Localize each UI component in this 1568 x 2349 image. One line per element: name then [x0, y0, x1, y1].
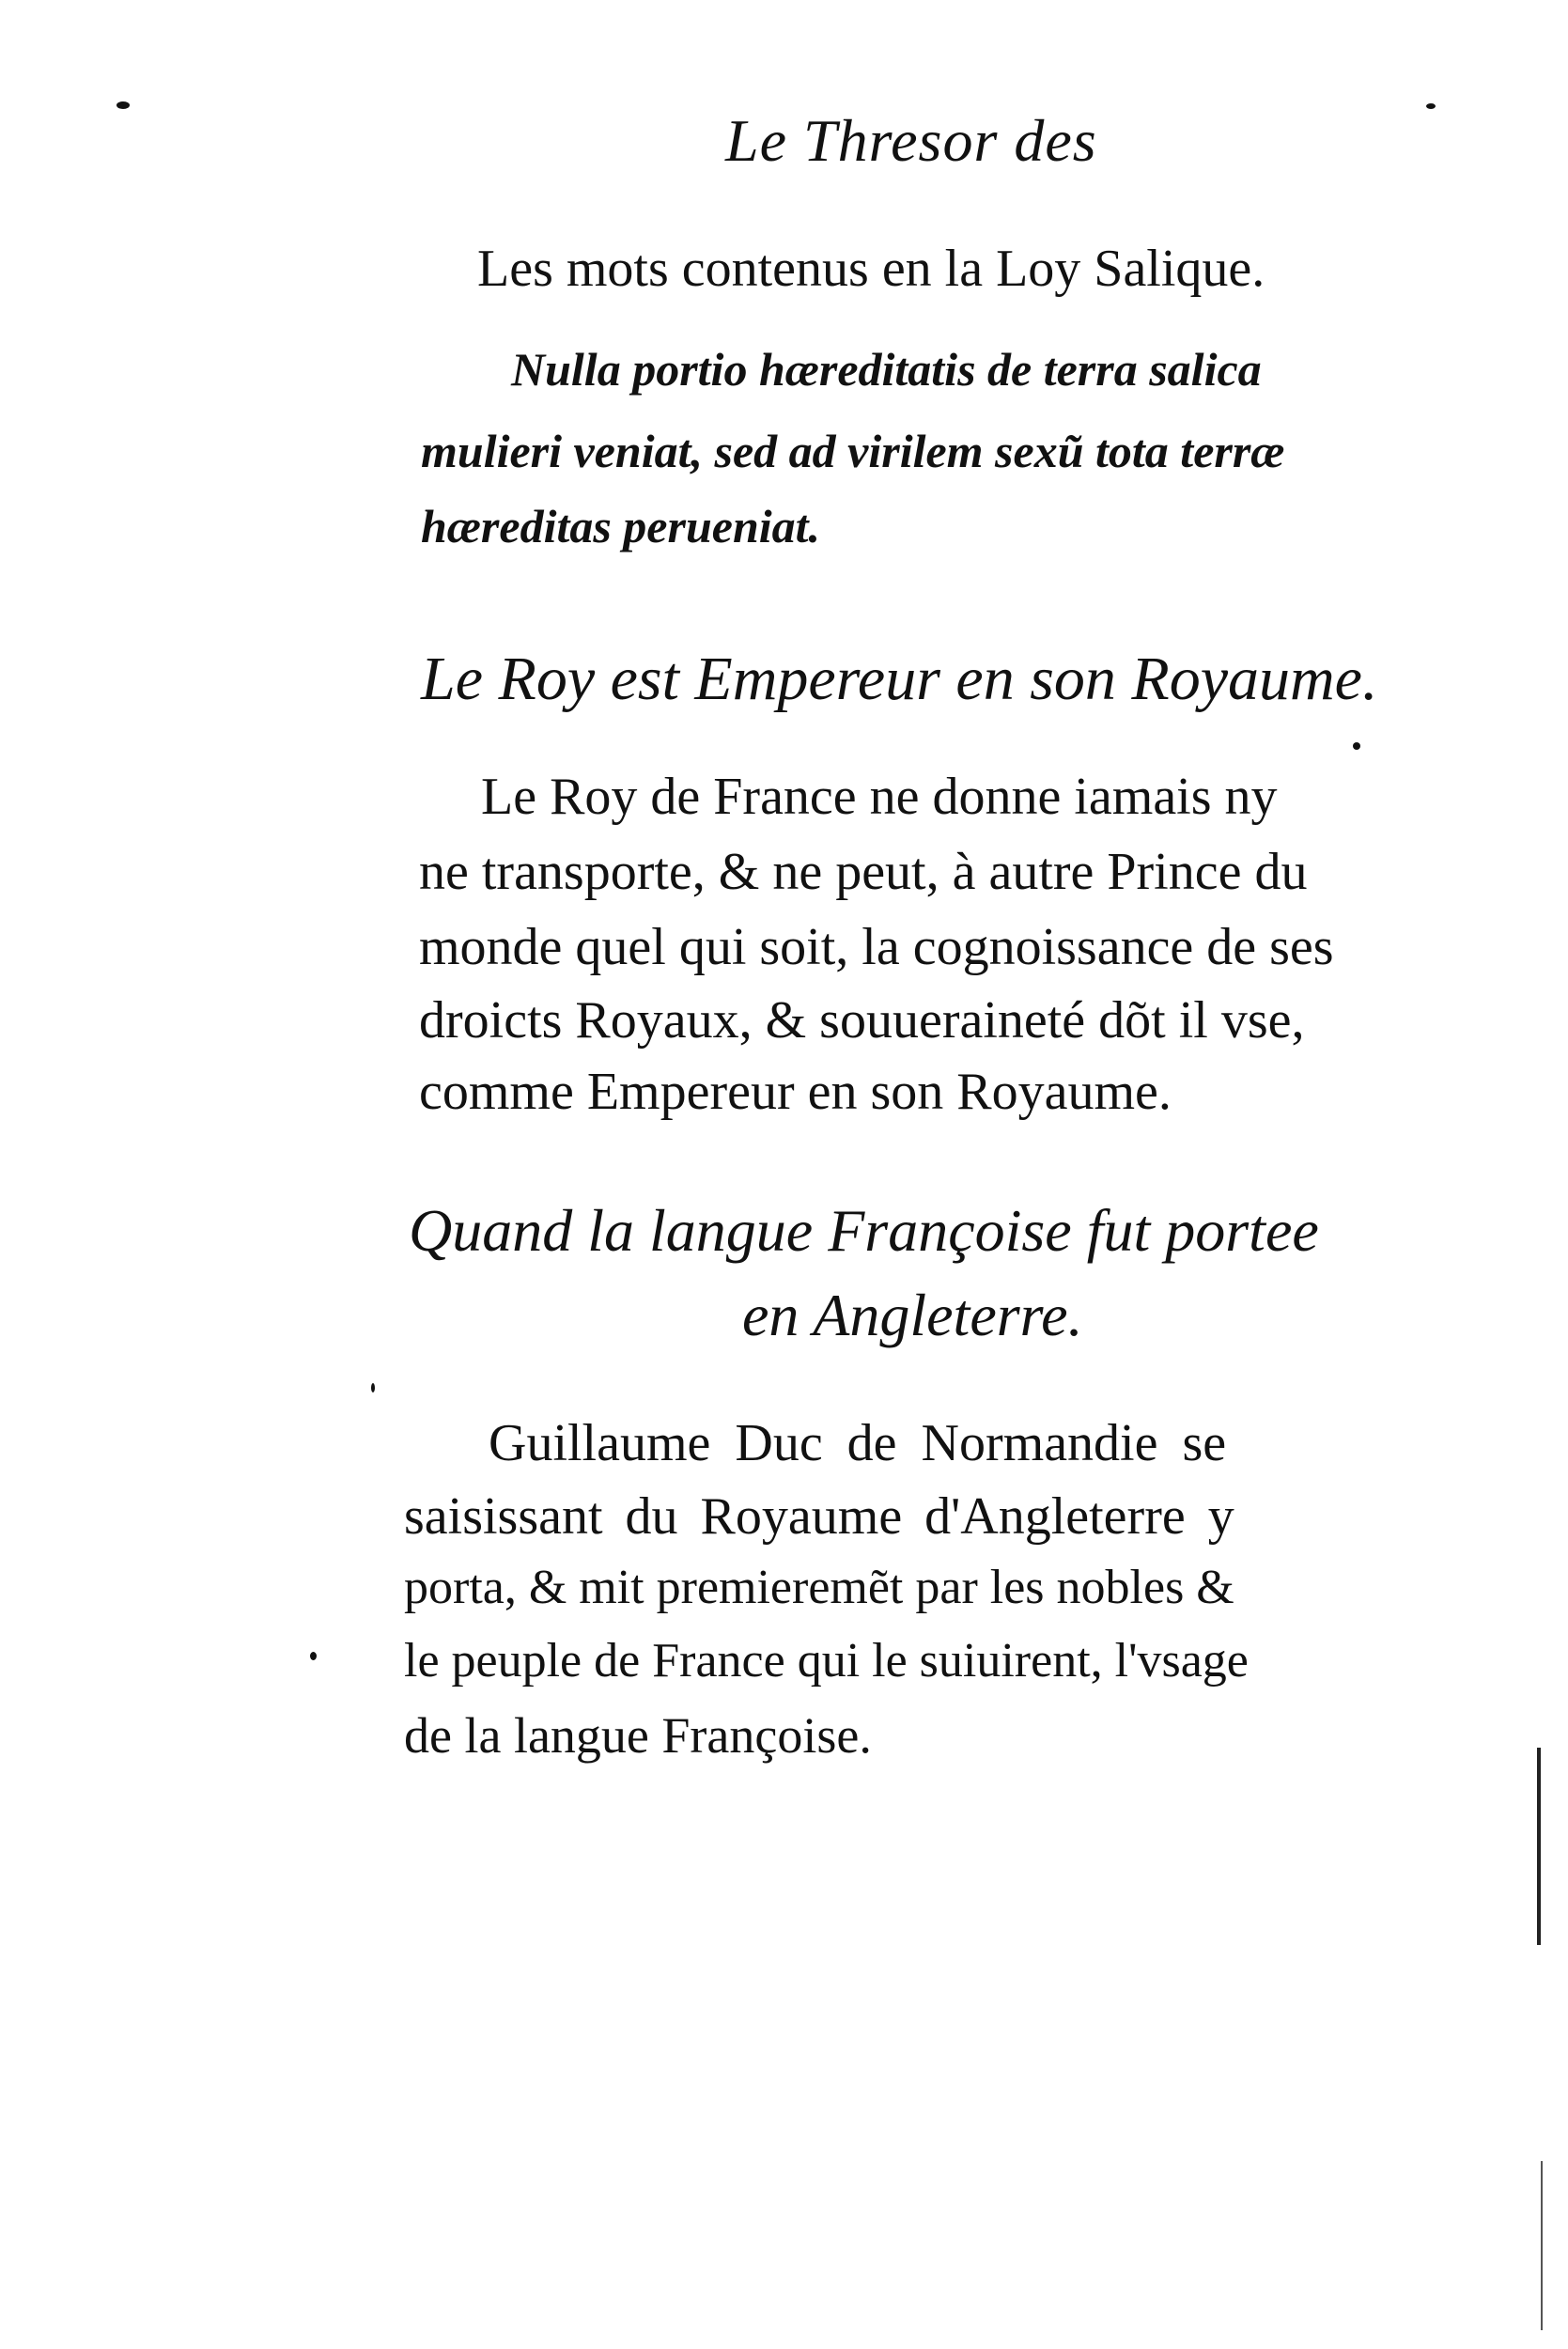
- latin-quote-line-3: hæreditas perueniat.: [421, 500, 821, 552]
- ink-speck: [116, 101, 130, 109]
- latin-quote-line-1: Nulla portio hæreditatis de terra salica: [511, 343, 1262, 396]
- ink-speck: [371, 1383, 375, 1392]
- body-line: Le Roy de France ne donne iamais ny: [481, 768, 1278, 826]
- ink-speck: [1426, 103, 1436, 109]
- section-heading-langue-line-1: Quand la langue Françoise fut portee: [409, 1197, 1319, 1264]
- latin-quote-line-2: mulieri veniat, sed ad virilem sexũ tota terræ: [421, 425, 1285, 477]
- page-edge-mark: [1541, 2161, 1543, 2330]
- body-line: monde quel qui soit, la cognoissance de ses: [419, 918, 1334, 976]
- body-line: droicts Royaux, & souueraineté dõt il vse,: [419, 991, 1305, 1050]
- body-line: ne transporte, & ne peut, à autre Prince du: [419, 843, 1308, 901]
- body-line: saisissant du Royaume d'Angleterre y: [404, 1487, 1234, 1546]
- body-line: porta, & mit premieremẽt par les nobles &: [404, 1561, 1234, 1614]
- body-line: Guillaume Duc de Normandie se: [489, 1414, 1227, 1472]
- body-line: de la langue Françoise.: [404, 1707, 872, 1764]
- section-heading-empereur: Le Roy est Empereur en son Royaume.: [421, 645, 1378, 713]
- ink-speck: [310, 1652, 317, 1660]
- section-heading-langue-line-2: en Angleterre.: [742, 1282, 1083, 1348]
- running-head: Le Thresor des: [725, 107, 1097, 174]
- ink-speck: [1353, 742, 1360, 750]
- body-line: le peuple de France qui le suiuirent, l'vsage: [404, 1634, 1249, 1688]
- page-edge-mark: [1537, 1748, 1541, 1945]
- body-line: comme Empereur en son Royaume.: [419, 1063, 1172, 1121]
- section-heading-loy-salique: Les mots contenus en la Loy Salique.: [477, 240, 1265, 298]
